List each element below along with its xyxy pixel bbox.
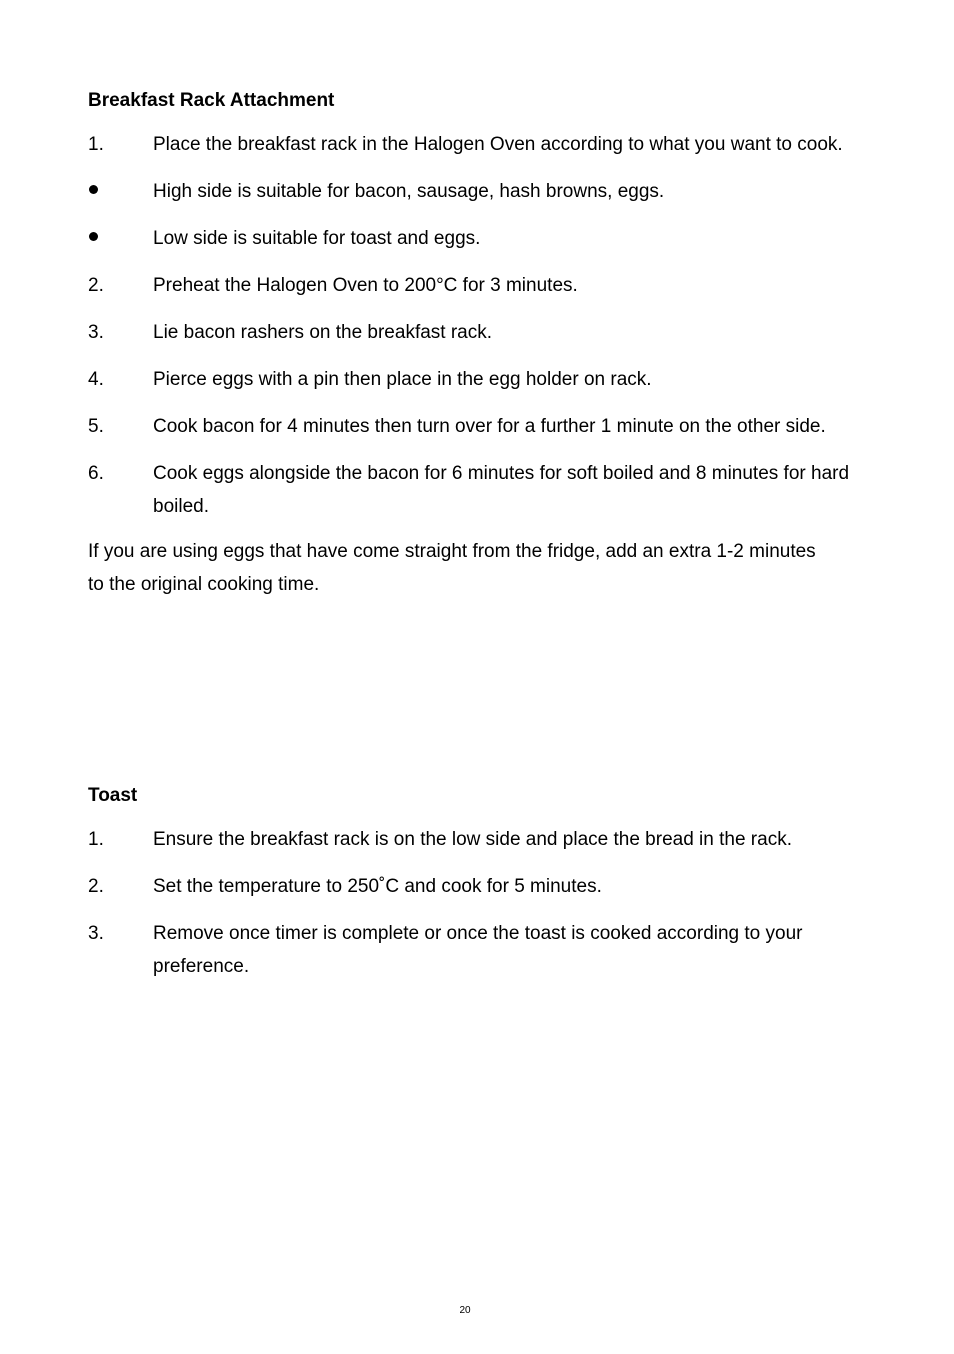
step-number: 1. [88,829,104,850]
step-number: 3. [88,322,104,343]
step-text: Low side is suitable for toast and eggs. [153,228,481,249]
step-text: Cook bacon for 4 minutes then turn over for a further 1 minute on the other side. [153,416,826,437]
list-item [88,269,868,302]
list-item [88,457,868,523]
step-text: Lie bacon rashers on the breakfast rack. [153,322,493,343]
list-item [88,363,868,396]
instruction-list [88,128,868,523]
list-item [88,175,868,208]
cooking-note: If you are using eggs that have come straight from the fridge, add an extra 1-2 minutes to the original cooking time. [88,541,816,595]
list-item [88,870,868,903]
step-text: Preheat the Halogen Oven to 200°C for 3 minutes. [153,275,578,296]
list-item [88,128,868,161]
instruction-list [88,823,868,983]
step-number: 5. [88,416,104,437]
step-text: Pierce eggs with a pin then place in the egg holder on rack. [153,369,652,390]
section-heading: Breakfast Rack Attachment [88,90,335,111]
list-item [88,410,868,443]
list-item [88,917,868,983]
step-text: Cook eggs alongside the bacon for 6 minutes for soft boiled and 8 minutes for hard boiled. [153,463,850,517]
step-text: Place the breakfast rack in the Halogen Oven according to what you want to cook. [153,134,843,155]
breakfast-rack-section [88,88,868,601]
step-number: 3. [88,923,104,944]
list-item [88,316,868,349]
step-number: 4. [88,369,104,390]
bullet-marker [88,222,153,255]
step-text: Remove once timer is complete or once the toast is cooked according to your preference. [153,923,803,977]
bullet-marker [88,175,153,208]
step-number: 2. [88,876,104,897]
toast-section [88,783,868,997]
step-text: Ensure the breakfast rack is on the low side and place the bread in the rack. [153,829,792,850]
step-text: Set the temperature to 250˚C and cook for 5 minutes. [153,876,602,897]
step-number: 1. [88,134,104,155]
step-number: 6. [88,463,104,484]
step-text: High side is suitable for bacon, sausage, hash browns, eggs. [153,181,665,202]
list-item [88,222,868,255]
page-number: 20 [459,1305,471,1316]
section-heading: Toast [88,785,138,806]
list-item [88,823,868,856]
bullet-icon [89,185,98,194]
bullet-icon [89,232,98,241]
step-number: 2. [88,275,104,296]
